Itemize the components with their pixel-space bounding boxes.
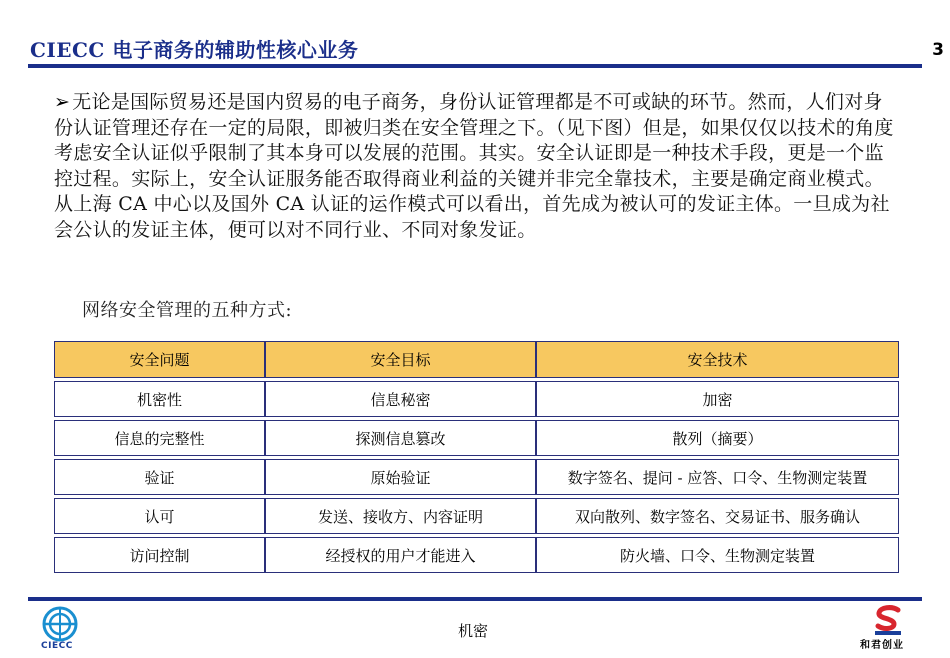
- table-cell: 验证: [54, 459, 265, 495]
- table-cell: 双向散列、数字签名、交易证书、服务确认: [536, 498, 899, 534]
- table-cell: 经授权的用户才能进入: [265, 537, 536, 573]
- table-header-cell: 安全问题: [54, 341, 265, 378]
- table-cell: 原始验证: [265, 459, 536, 495]
- ciecc-logo-text: CIECC: [41, 641, 73, 651]
- table-row: [54, 381, 899, 417]
- table-row: [54, 420, 899, 456]
- confidential-label: 机密: [458, 622, 489, 640]
- footer-divider: [28, 597, 922, 601]
- table-cell: 探测信息篡改: [265, 420, 536, 456]
- table-cell: 散列（摘要）: [536, 420, 899, 456]
- table-cell: 发送、接收方、内容证明: [265, 498, 536, 534]
- table-cell: 认可: [54, 498, 265, 534]
- table-row: [54, 498, 899, 534]
- security-table: [54, 341, 899, 573]
- page-number: 3: [932, 40, 944, 60]
- hejun-logo-icon: [872, 604, 904, 636]
- table-cell: 数字签名、提问 - 应答、口令、生物测定装置: [536, 459, 899, 495]
- body-paragraph: [54, 90, 894, 243]
- table-row: [54, 537, 899, 573]
- table-cell: 加密: [536, 381, 899, 417]
- table-cell: 信息的完整性: [54, 420, 265, 456]
- table-header-row: [54, 341, 899, 378]
- table-header-cell: 安全目标: [265, 341, 536, 378]
- table-row: [54, 459, 899, 495]
- table-caption: 网络安全管理的五种方式:: [82, 300, 293, 321]
- hejun-logo-text: 和君创业: [860, 640, 904, 651]
- bullet-arrow-icon: ➢: [54, 91, 71, 113]
- page-title: CIECC 电子商务的辅助性核心业务: [30, 38, 359, 62]
- table-cell: 防火墙、口令、生物测定装置: [536, 537, 899, 573]
- table-cell: 访问控制: [54, 537, 265, 573]
- header-divider: [28, 64, 922, 68]
- table-header-cell: 安全技术: [536, 341, 899, 378]
- paragraph-text: 无论是国际贸易还是国内贸易的电子商务，身份认证管理都是不可或缺的环节。然而，人们对身份认证管理还存在一定的局限，即被归类在安全管理之下。（见下图）但是，如果仅仅以技术的角度考虑安全认证似乎限制了其本身可以发展的范围。其实。安全认证即是一种技术手段，更是一个监控过程。实际上，安全认证服务能否取得商业利益的关键并非完全靠技术，主要是确定商业模式。从上海 CA 中心以及国外 CA 认证的运作模式可以看出，首先成为被认可的发证主体。一旦成为社会公认的发证主体，便可以对不同行业、不同对象发证。: [54, 91, 894, 241]
- table-cell: 机密性: [54, 381, 265, 417]
- table-cell: 信息秘密: [265, 381, 536, 417]
